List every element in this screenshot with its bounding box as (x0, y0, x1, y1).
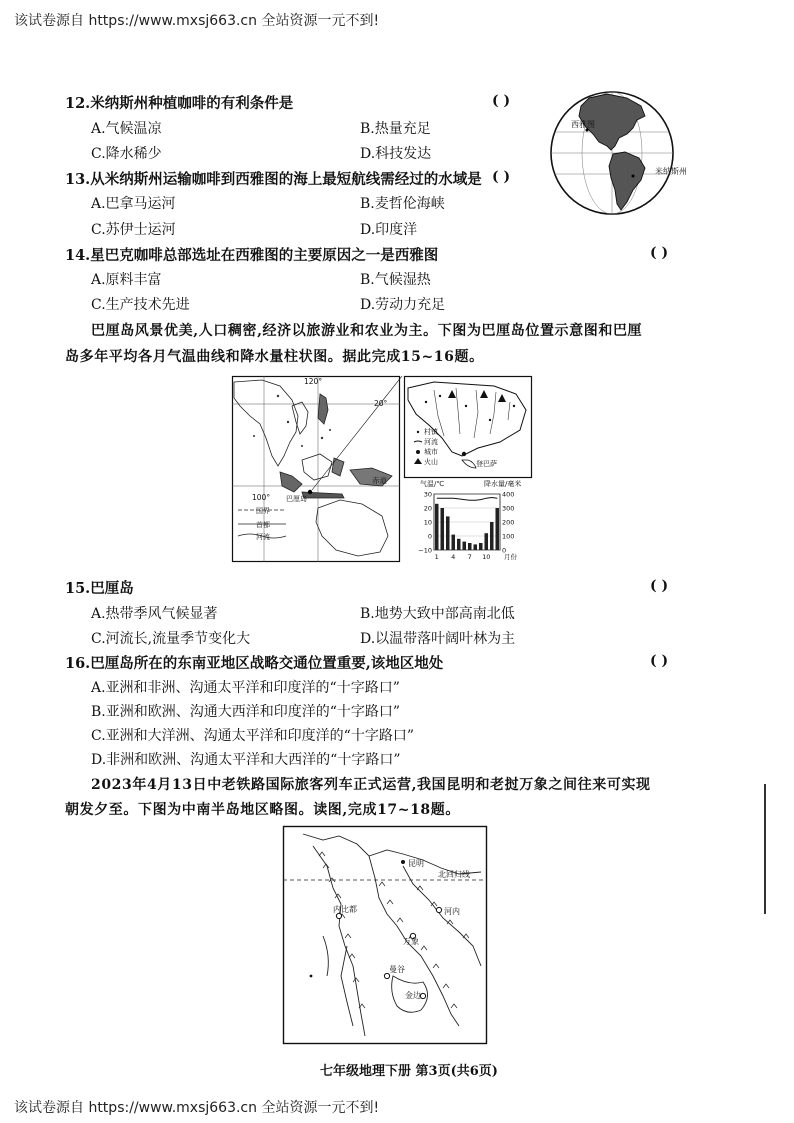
precip-bar (490, 522, 494, 550)
label-naypyidaw: 内比都 (333, 905, 357, 914)
naypyidaw-marker (336, 913, 341, 918)
option-16b: B.亚洲和欧洲、沟通大西洋和印度洋的“十字路口” (91, 704, 401, 720)
temperature-line (437, 498, 498, 501)
question-text: 从米纳斯州运输咖啡到西雅图的海上最短航线需经过的水域是 (90, 171, 482, 188)
answer-paren-14: ( ) (650, 245, 669, 261)
passage-railway-line1: 2023年4月13日中老铁路国际旅客列车正式运营,我国昆明和老挝万象之间往来可实现 (91, 777, 651, 793)
hanoi-marker (436, 907, 441, 912)
question-number: 16. (65, 655, 91, 672)
question-16 (65, 652, 443, 673)
legend-capital: 首都 (256, 521, 270, 529)
label-minas: 米纳斯州 (655, 167, 687, 176)
legend-river: 河流 (256, 533, 270, 541)
precip-bar (451, 535, 455, 550)
option-16a: A.亚洲和非洲、沟通太平洋和印度洋的“十字路口” (91, 680, 400, 696)
option-12c: C.降水稀少 (91, 146, 162, 162)
legend-volcano: 火山 (424, 458, 438, 466)
legend-border: 国界 (256, 507, 270, 515)
kunming-marker (401, 860, 405, 864)
chart-ytick-left: 30 (423, 490, 432, 499)
option-15d: D.以温带落叶阔叶林为主 (360, 631, 516, 647)
option-14d: D.劳动力充足 (360, 297, 446, 313)
legend-city: 城市 (424, 448, 438, 456)
question-12 (65, 92, 293, 113)
phnompenh-marker (420, 993, 425, 998)
question-14 (65, 244, 438, 265)
chart-xtick: 10 (482, 553, 491, 561)
chart-ytick-right: 100 (502, 532, 515, 541)
bali-marker (308, 490, 312, 494)
label-lon-120: 120° (304, 377, 323, 386)
indochina-map (283, 826, 487, 1044)
chart-ytick-right: 0 (502, 546, 507, 555)
label-bali-island: 巴厘岛 (286, 495, 307, 503)
chart-ytick-right: 400 (502, 490, 515, 499)
chart-ylabel-right: 降水量/毫米 (484, 480, 522, 488)
option-14a: A.原料丰富 (91, 272, 162, 288)
chart-ylabel-left: 气温/℃ (420, 480, 445, 488)
answer-paren-12: ( ) (492, 93, 511, 109)
legend-river: 河流 (424, 438, 438, 446)
option-15a: A.热带季风气候显著 (91, 606, 218, 622)
option-12b: B.热量充足 (360, 121, 431, 137)
page-footer: 七年级地理下册 第3页(共6页) (320, 1064, 498, 1079)
top-watermark-banner: 该试卷源自 https://www.mxsj663.cn 全站资源一元不到! (14, 13, 380, 29)
label-tropic: 北回归线 (438, 870, 470, 879)
precip-bar (473, 544, 477, 550)
option-14b: B.气候湿热 (360, 272, 431, 288)
answer-paren-16: ( ) (650, 653, 669, 669)
chart-xtick: 4 (451, 553, 456, 561)
option-15c: C.河流长,流量季节变化大 (91, 631, 251, 647)
precip-bar (495, 508, 499, 550)
legend-village: 村镇 (424, 428, 438, 436)
option-12d: D.科技发达 (360, 146, 432, 162)
chart-xtick: 月份 (504, 553, 517, 561)
precip-bar (435, 504, 439, 550)
label-lon-100: 100° (252, 493, 271, 502)
question-number: 15. (65, 580, 91, 597)
option-13d: D.印度洋 (360, 222, 418, 238)
bangkok-marker (384, 973, 389, 978)
chart-ytick-right: 300 (502, 504, 515, 513)
chart-ytick-left: 20 (423, 504, 432, 513)
label-kunming: 昆明 (408, 859, 424, 868)
precip-bar (440, 508, 444, 550)
passage-railway-line2: 朝发夕至。下图为中南半岛地区略图。读图,完成17~18题。 (65, 802, 460, 818)
globe-americas-map (549, 90, 687, 216)
label-lat-20: 20° (374, 399, 388, 408)
label-denpasar: 登巴萨 (476, 460, 497, 468)
answer-paren-13: ( ) (492, 169, 511, 185)
option-12a: A.气候温凉 (91, 121, 162, 137)
passage-bali-line1: 巴厘岛风景优美,人口稠密,经济以旅游业和农业为主。下图为巴厘岛位置示意图和巴厘 (91, 323, 643, 339)
precip-bar (457, 539, 461, 550)
chart-ytick-left: 10 (423, 518, 432, 527)
question-text: 巴厘岛 (90, 580, 134, 597)
question-13 (65, 168, 482, 189)
label-vientiane: 万象 (403, 937, 419, 946)
precip-bar (468, 543, 472, 550)
option-14c: C.生产技术先进 (91, 297, 190, 313)
option-16c: C.亚洲和大洋洲、沟通太平洋和印度洋的“十字路口” (91, 728, 414, 744)
precip-bar (462, 542, 466, 550)
question-number: 13. (65, 171, 91, 188)
question-number: 12. (65, 95, 91, 112)
label-seattle: 西雅图 (571, 120, 595, 129)
label-equator: 赤道 (372, 476, 387, 485)
chart-xtick: 7 (467, 553, 472, 561)
bali-climate-chart (404, 478, 532, 568)
bali-detail-map (404, 376, 532, 478)
option-15b: B.地势大致中部高南北低 (360, 606, 515, 622)
chart-xtick: 1 (434, 553, 439, 561)
question-text: 星巴克咖啡总部选址在西雅图的主要原因之一是西雅图 (90, 247, 439, 264)
precip-bar (484, 533, 488, 550)
chart-ytick-right: 200 (502, 518, 515, 527)
denpasar-marker (462, 452, 466, 456)
option-13a: A.巴拿马运河 (91, 196, 176, 212)
question-number: 14. (65, 247, 91, 264)
label-phnompenh: 金边 (405, 991, 421, 1000)
option-16d: D.非洲和欧洲、沟通太平洋和大西洋的“十字路口” (91, 752, 401, 768)
label-bangkok: 曼谷 (389, 965, 405, 974)
precip-bar (446, 516, 450, 550)
chart-ytick-left: −10 (418, 546, 432, 555)
question-text: 巴厘岛所在的东南亚地区战略交通位置重要,该地区地处 (90, 655, 444, 672)
question-text: 米纳斯州种植咖啡的有利条件是 (90, 95, 294, 112)
bottom-watermark-banner: 该试卷源自 https://www.mxsj663.cn 全站资源一元不到! (14, 1100, 380, 1116)
chart-ytick-left: 0 (427, 532, 432, 541)
option-13b: B.麦哲伦海峡 (360, 196, 445, 212)
question-15 (65, 577, 134, 598)
passage-bali-line2: 岛多年平均各月气温曲线和降水量柱状图。据此完成15~16题。 (65, 349, 484, 365)
label-hanoi: 河内 (444, 907, 460, 916)
southeast-asia-map (232, 376, 400, 562)
precip-bar (479, 543, 483, 550)
answer-paren-15: ( ) (650, 578, 669, 594)
margin-rule (764, 784, 766, 914)
option-13c: C.苏伊士运河 (91, 222, 176, 238)
